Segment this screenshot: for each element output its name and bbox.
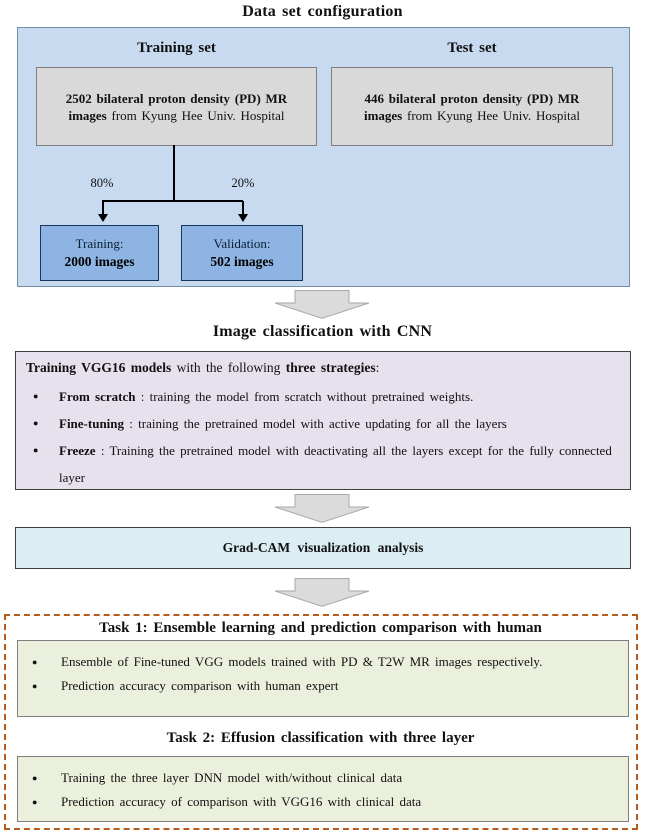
- test-set-header: Test set: [447, 40, 497, 56]
- split-connector-left-drop: [102, 201, 104, 215]
- split-connector-right-drop: [242, 201, 244, 215]
- down-arrow-icon: [274, 578, 370, 607]
- task1-bullet-1: ● Ensemble of Fine-tuned VGG models trained with PD & T2W MR images respectively.: [18, 650, 628, 674]
- task2-bullet-1: ● Training the three layer DNN model with/without clinical data: [18, 766, 628, 790]
- right-arrowhead-icon: [238, 214, 248, 222]
- cnn-intro-line: Training VGG16 models with the following three strategies:: [26, 360, 380, 375]
- gradcam-label: Grad-CAM visualization analysis: [222, 540, 424, 555]
- task2-bullet-list: [18, 757, 628, 814]
- dataset-section-title: Data set configuration: [242, 3, 403, 20]
- dataset-panel: [17, 27, 630, 287]
- down-arrow-icon: [274, 290, 370, 319]
- task2-box: [17, 756, 629, 822]
- split-right-percentage: 20%: [231, 176, 255, 190]
- cnn-strategy-list: [16, 383, 622, 491]
- training-source-line2: images from Kyung Hee Univ. Hospital: [68, 107, 285, 123]
- gradcam-panel: [15, 527, 631, 569]
- strategy-fine-tuning: ● Fine-tuning : training the pretrained model with active updating for all the layers: [16, 410, 622, 437]
- tasks-panel: [4, 614, 638, 830]
- test-source-box: [331, 67, 613, 146]
- split-left-percentage: 80%: [90, 176, 114, 190]
- task1-title: Task 1: Ensemble learning and prediction comparison with human: [99, 620, 542, 636]
- cnn-section-title: Image classification with CNN: [212, 323, 433, 340]
- cnn-strategies-panel: [15, 351, 631, 490]
- task1-box: [17, 640, 629, 717]
- task1-bullet-2: ● Prediction accuracy comparison with human expert: [18, 674, 628, 698]
- training-source-line1: 2502 bilateral proton density (PD) MR: [65, 90, 288, 106]
- task2-title: Task 2: Effusion classification with three layer: [166, 730, 475, 746]
- validation-split-label: Validation:: [213, 236, 271, 251]
- down-arrow-icon: [274, 494, 370, 523]
- validation-split-count: 502 images: [210, 254, 274, 269]
- test-source-line1: 446 bilateral proton density (PD) MR: [364, 90, 580, 106]
- test-source-line2: images from Kyung Hee Univ. Hospital: [363, 107, 581, 123]
- training-split-box: [40, 225, 159, 281]
- task1-bullet-list: [18, 641, 628, 698]
- training-split-count: 2000 images: [64, 254, 135, 269]
- split-connector-stem: [173, 145, 175, 201]
- strategy-freeze: ● Freeze : Training the pretrained model with deactivating all the layers except for the fully connected layer: [16, 437, 622, 491]
- strategy-from-scratch: ● From scratch : training the model from scratch without pretrained weights.: [16, 383, 622, 410]
- training-split-label: Training:: [75, 236, 124, 251]
- validation-split-box: [181, 225, 303, 281]
- training-source-box: [36, 67, 317, 146]
- task2-bullet-2: ● Prediction accuracy of comparison with VGG16 with clinical data: [18, 790, 628, 814]
- split-connector-branch: [102, 200, 243, 202]
- left-arrowhead-icon: [98, 214, 108, 222]
- training-set-header: Training set: [137, 40, 216, 56]
